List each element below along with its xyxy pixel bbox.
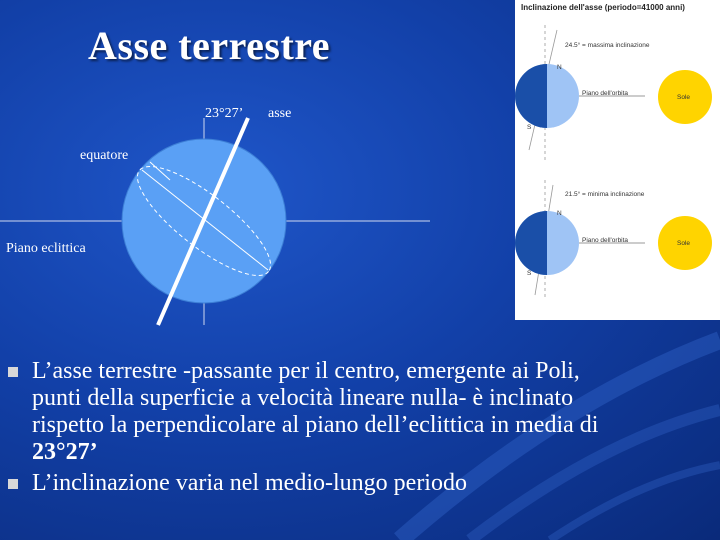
north-top-label: N (557, 64, 562, 71)
bullet-line: punti della superficie a velocità lineare nulla- è inclinato (32, 385, 574, 411)
south-bottom-label: S (527, 270, 532, 277)
bullet-list (6, 358, 706, 497)
earth-axis-diagram (0, 95, 440, 335)
bullet-text: L’inclinazione varia nel medio-lungo periodo (32, 470, 467, 496)
bullet-item (6, 358, 706, 466)
orbit-bottom-label: Piano dell'orbita (582, 237, 629, 244)
bullet-line: L’asse terrestre -passante per il centro, emergente ai Poli, (32, 358, 580, 384)
ecliptic-label: Piano eclittica (6, 241, 86, 256)
north-bottom-label: N (557, 210, 562, 217)
bullet-bold-value: 23°27’ (32, 439, 98, 465)
sun-bottom-label: Sole (677, 240, 691, 247)
inset-title: Inclinazione dell'asse (periodo=41000 anni) (521, 3, 685, 12)
equator-label: equatore (80, 148, 129, 163)
sun-top-label: Sole (677, 94, 691, 101)
bullet-square-icon (8, 479, 18, 489)
tilt-inset-figure (515, 0, 720, 320)
max-tilt-text: 24.5° = massima inclinazione (565, 42, 650, 49)
min-tilt-text: 21.5° = minima inclinazione (565, 191, 645, 198)
bullet-square-icon (8, 367, 18, 377)
south-top-label: S (527, 124, 532, 131)
axis-label: asse (268, 106, 292, 121)
slide-title: Asse terrestre (88, 23, 331, 68)
bullet-line: rispetto la perpendicolare al piano dell’eclittica in media di (32, 412, 599, 438)
angle-label: 23°27’ (205, 106, 244, 121)
bullet-item (6, 470, 706, 497)
orbit-top-label: Piano dell'orbita (582, 90, 629, 97)
